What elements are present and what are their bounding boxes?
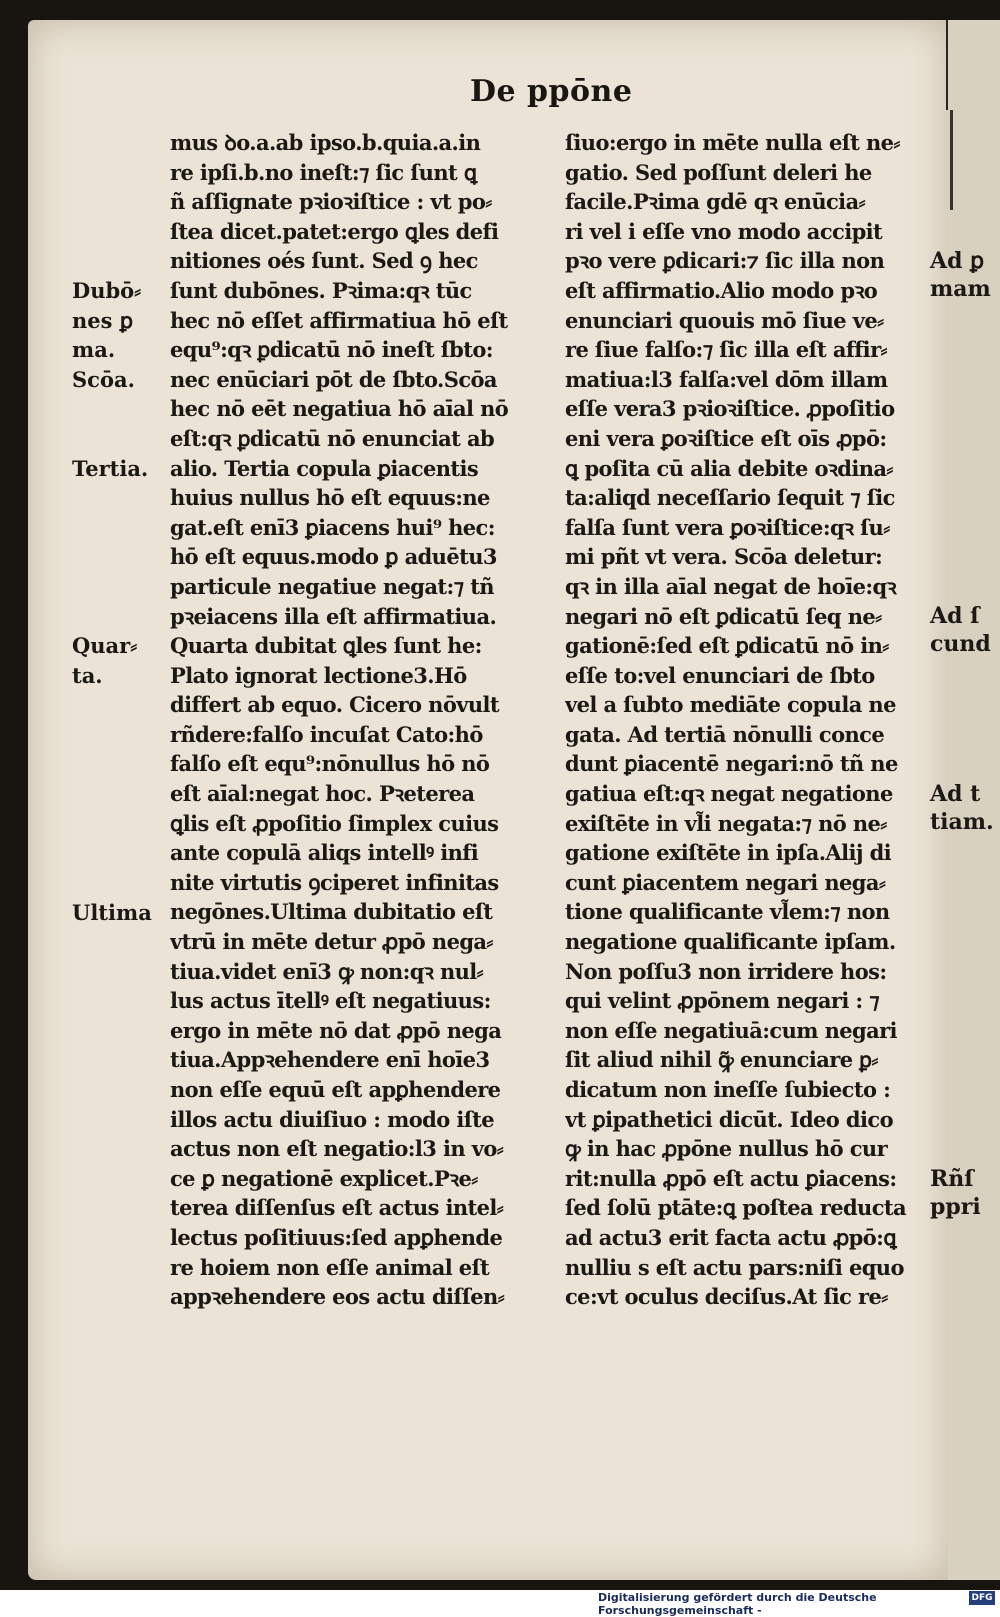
text-line: matiua:l3 falſa:vel dōm illam [565, 366, 888, 392]
text-line: tiua.Appꝛehendere enī hoīe3 [170, 1047, 490, 1073]
text-line: ce ꝑ negationē explicet.Pꝛe⸗ [170, 1165, 478, 1191]
text-line: gationē:ſed eſt ꝑdicatū nō in⸗ [565, 633, 889, 659]
text-line: equ⁹:qꝛ ꝑdicatū nō ineſt ſbto: [170, 337, 493, 363]
text-line: gat.eſt enī3 ꝑiacens hui⁹ hec: [170, 514, 495, 540]
text-line: eſt:qꝛ ꝑdicatū nō enunciat ab [170, 425, 495, 451]
text-line: ſtea dicet.patet:ergo ꝗles defi [170, 218, 499, 244]
text-line: mus ꝺo.a.ab ipso.b.quia.a.in [170, 130, 481, 155]
text-line: tiua.videt enī3 ꝙ non:qꝛ nul⸗ [170, 958, 484, 984]
text-line: falſo eſt equ⁹:nōnullus hō nō [170, 751, 490, 777]
text-line: terea diſſenſus eſt actus intel⸗ [170, 1195, 504, 1221]
margin-note: Dubō⸗ nes ꝑ ma. [72, 278, 142, 363]
text-line: re ipſi.b.no ineſt:⁊ ſic ſunt ꝗ [170, 159, 477, 185]
text-line: particule negatiue negat:⁊ tñ [170, 573, 494, 599]
text-line: vel a ſubto mediāte copula ne [565, 692, 896, 718]
text-line: lectus poſitiuus:ſed apꝑhende [170, 1224, 503, 1250]
margin-note: Scōa. [72, 366, 135, 392]
text-line: lus actus ītellꝰ eſt negatiuus: [170, 988, 491, 1014]
text-line: ſiuo:ergo in mēte nulla eſt ne⸗ [565, 130, 900, 155]
text-line: enunciari quouis mō ſiue ve⸗ [565, 307, 884, 333]
text-line: hec nō eēt negatiua hō aīal nō [170, 396, 509, 422]
text-line: ſit aliud nihil ꝙ̃ enunciare ꝑ⸗ [565, 1047, 878, 1073]
bleed-fragment: Ad ꝑ mam [930, 248, 991, 303]
text-line: qꝛ in illa aīal negat de hoīe:qꝛ [565, 573, 896, 599]
text-line: Quarta dubitat ꝗles ſunt he: [170, 633, 482, 659]
text-line: vt ꝑipathetici dicūt. Ideo dico [565, 1106, 893, 1132]
margin-note: Tertia. [72, 455, 149, 481]
text-line: ꝗ poſita cū alia debite oꝛdina⸗ [565, 455, 893, 481]
text-line: huius nullus hō eſt equus:ne [170, 485, 490, 511]
text-line: mi pñt vt vera. Scōa deletur: [565, 544, 883, 570]
bleed-fragment: Rñſ ppri [930, 1165, 981, 1220]
text-line: ꝙ in hac ꝓpōne nullus hō cur [565, 1136, 888, 1162]
text-line: hec nō eſſet affirmatiua hō eſt [170, 307, 508, 333]
text-line: gatione exiſtēte in ipſa.Alij di [565, 840, 892, 866]
text-line: ri vel i eſſe vno modo accipit [565, 218, 883, 244]
bleed-fragment: Ad ſ cund [930, 603, 991, 658]
text-line: Plato ignorat lectione3.Hō [170, 662, 467, 688]
text-line: Non poſſu3 non irridere hos: [565, 958, 887, 984]
text-line: non eſſe equū eſt apꝑhendere [170, 1077, 501, 1102]
text-line: re hoiem non eſſe animal eſt [170, 1254, 490, 1280]
text-line: eni vera ꝑoꝛiſtice eſt oīs ꝓpō: [565, 425, 887, 451]
text-line: nec enūciari pōt de ſbto.Scōa [170, 366, 497, 392]
text-line: tione qualificante vl̃em:⁊ non [565, 899, 890, 925]
text-line: gata. Ad tertiā nōnulli conce [565, 721, 885, 747]
text-line: eſſe to:vel enunciari de ſbto [565, 662, 875, 688]
text-line: hō eſt equus.modo ꝑ aduētu3 [170, 544, 497, 570]
text-line: ñ aſſignate pꝛioꝛiſtice : vt po⸗ [170, 189, 492, 215]
digitization-credit: Digitalisierung gefördert durch die Deutsche Forschungsgemeinschaft - [598, 1591, 877, 1617]
text-line: ſed ſolū ptāte:ꝗ poſtea reducta [565, 1195, 907, 1221]
dfg-logo: DFG [969, 1591, 995, 1605]
text-line: ꝗlis eſt ꝓpoſitio ſimplex cuius [170, 810, 499, 836]
text-line: exiſtēte in vl̃i negata:⁊ nō ne⸗ [565, 810, 887, 836]
text-line: vtrū in mēte detur ꝓpō nega⸗ [170, 929, 493, 955]
text-line: eſt aīal:negat hoc. Pꝛeterea [170, 781, 475, 807]
text-line: actus non eſt negatio:l3 in vo⸗ [170, 1136, 504, 1162]
text-line: negari nō eſt ꝑdicatū ſeq ne⸗ [565, 603, 882, 629]
text-line: nitiones oés ſunt. Sed ꝯ hec [170, 248, 478, 274]
text-line: dicatum non ineſſe ſubiecto : [565, 1077, 891, 1102]
text-line: rit:nulla ꝓpō eſt actu ꝑiacens: [565, 1165, 897, 1191]
text-line: cunt ꝑiacentem negari nega⸗ [565, 869, 886, 895]
text-line: ce:vt oculus deciſus.At ſic re⸗ [565, 1284, 888, 1310]
left-text-column [170, 128, 535, 1312]
text-line: ta:aliqd neceſſario ſequit ⁊ ſic [565, 485, 895, 511]
bleed-fragment: Ad t tiam. [930, 781, 994, 835]
text-line: falſa ſunt vera ꝑoꝛiſtice:qꝛ ſu⸗ [565, 514, 890, 540]
text-line: dunt ꝑiacentē negari:nō tñ ne [565, 751, 898, 777]
text-line: pꝛeiacens illa eſt affirmatiua. [170, 603, 497, 629]
text-line: ad actu3 erit facta actu ꝓpō:ꝗ [565, 1224, 897, 1250]
text-line: negatione qualificante ipſam. [565, 929, 896, 955]
text-line: nulliu s eſt actu pars:niſi equo [565, 1254, 904, 1280]
text-line: negōnes.Ultima dubitatio eſt [170, 899, 493, 925]
text-line: appꝛehendere eos actu diſſen⸗ [170, 1284, 505, 1310]
text-line: eſt affirmatio.Alio modo pꝛo [565, 277, 878, 303]
page-edge-line [946, 20, 948, 110]
text-line: re ſiue falſo:⁊ ſic illa eſt affir⸗ [565, 337, 887, 363]
text-line: alio. Tertia copula ꝑiacentis [170, 455, 479, 481]
margin-note: Ultima [72, 899, 152, 925]
page-edge-line [950, 110, 953, 210]
right-text-column [565, 128, 925, 1312]
text-line: rñdere:falſo incuſat Cato:hō [170, 721, 483, 747]
text-line: pꝛo vere ꝑdicari:⁊ ſic illa non [565, 248, 885, 274]
margin-note: Quar⸗ ta. [72, 633, 138, 688]
running-head: De ppōne [470, 74, 633, 109]
text-line: ſunt dubōnes. Pꝛima:qꝛ tūc [170, 277, 472, 303]
text-line: ante copulā aliqs intellꝰ infi [170, 840, 479, 866]
text-line: illos actu diuiſiuo : modo iſte [170, 1106, 495, 1132]
text-line: nite virtutis ꝯciperet infinitas [170, 869, 499, 895]
text-line: qui velint ꝓpōnem negari : ⁊ [565, 988, 880, 1014]
text-line: ergo in mēte nō dat ꝓpō nega [170, 1017, 502, 1043]
text-line: gatio. Sed poſſunt deleri he [565, 159, 872, 185]
text-line: differt ab equo. Cicero nōvult [170, 692, 499, 718]
text-line: eſſe vera3 pꝛioꝛiſtice. ꝓpoſitio [565, 396, 895, 422]
text-line: non eſſe negatiuā:cum negari [565, 1017, 897, 1043]
text-line: gatiua eſt:qꝛ negat negatione [565, 781, 893, 807]
text-line: facile.Pꝛima gdē qꝛ enūcia⸗ [565, 189, 865, 215]
